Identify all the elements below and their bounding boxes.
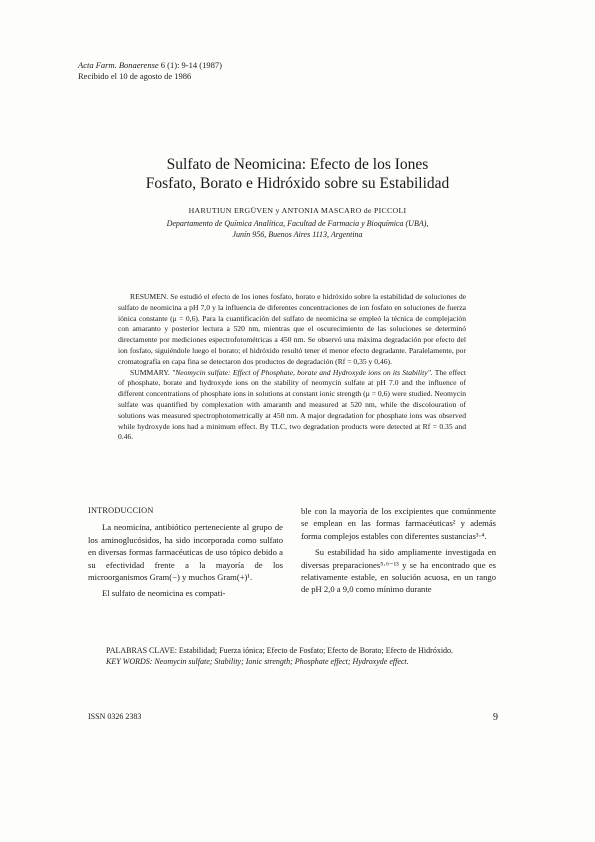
keywords-english: KEY WORDS: Neomycin sulfate; Stability; Ionic strength; Phosphate effect; Hydroxyde effect. [106, 657, 409, 666]
summary [118, 368, 466, 444]
journal-name: Acta Farm. Bonaerense [78, 60, 159, 70]
journal-header [78, 60, 222, 82]
left-column [88, 505, 283, 600]
intro-paragraph-1: La neomicina, antibiótico perteneciente al grupo de los aminoglucósidos, ha sido incorporada como sulfato en diversas formas farmacéuticas de uso tópico debido a su efectividad frente a la mayoría de los microorganismos Gram(−) y muchos Gram(+)¹. [88, 522, 283, 583]
affiliation-line-1: Departamento de Química Analítica, Facultad de Farmacia y Bioquímica (UBA), [166, 219, 429, 228]
keywords [106, 645, 486, 667]
right-column [301, 505, 496, 596]
affiliation [0, 219, 595, 240]
title-line-2: Fosfato, Borato e Hidróxido sobre su Estabilidad [145, 175, 450, 192]
intro-paragraph-2: El sulfato de neomicina es compati- [102, 588, 226, 599]
received-date: Recibido el 10 de agosto de 1986 [78, 71, 192, 81]
section-heading-introduccion: INTRODUCCION [88, 506, 154, 515]
affiliation-line-2: Junín 956, Buenos Aires 1113, Argentina [232, 229, 363, 239]
right-paragraph-2: Su estabilidad ha sido ampliamente investigada en diversas preparaciones⁵·⁶⁻¹³ y se ha encontrado que es relativamente estable, en solución acuosa, en un rango de pH 2,0 a 9,0 como mínimo durante [301, 547, 496, 595]
citation: 6 (1): 9-14 (1987) [158, 60, 222, 70]
title-block [0, 155, 595, 240]
title-line-1: Sulfato de Neomicina: Efecto de los Iones [166, 156, 429, 173]
keywords-spanish: PALABRAS CLAVE: Estabilidad; Fuerza iónica; Efecto de Fosfato; Efecto de Borato; Efecto de Hidróxido. [106, 646, 454, 655]
abstract [118, 292, 466, 443]
right-paragraph-1: ble con la mayoría de los excipientes que comúnmente se emplean en las formas farmacéuticas² y además forma complejos estables con diferentes sustancias³·⁴. [301, 506, 496, 541]
summary-label: SUMMARY. [130, 367, 172, 377]
summary-title: "Neomycin sulfate: Effect of Phosphate, borate and Hydroxyde ions on its Stability". [172, 367, 433, 377]
paper-title [0, 155, 595, 193]
page-number: 9 [493, 712, 498, 723]
summary-body: The effect of phosphate, borate and hydroxyde ions on the stability of neomycin sulfate at pH 7.0 and the influence of different concentrations of phosphate ions in solutions at constant ionic strength (μ = 0,6) were studied. Neomycin sulfate was quantified by complexation with amaranth and measured at 520 nm, while the discolouration of solutions was measured spectrophotometrically at 450 nm. A major degradation for phosphate ions was observed while hydroxyde ions had a minimum effect. By TLC, two degradation products were detected at Rf = 0.35 and 0.46. [118, 367, 466, 442]
issn: ISSN 0326 2383 [88, 712, 142, 721]
resumen: RESUMEN. Se estudió el efecto de los iones fosfato, borato e hidróxido sobre la estabilidad de soluciones de sulfato de neomicina a pH 7,0 y la influencia de diferentes concentraciones de ion fosfato en soluciones de fuerza iónica constante (μ = 0,6). Para la cuantificación del sulfato de neomicina se empleó la técnica de complejación con amaranto y posterior lectura a 520 nm, mientras que el oscurecimiento de las soluciones se determinó directamente por mediciones espectrofotométricas a 450 nm. Se observó una máxima degradación por efecto del ion fosfato, siguiéndole luego el borato; el hidróxido resultó tener el menor efecto degradante. Paralelamente, por cromatografía en capa fina se detectaron dos productos de degradación (Rf = 0,35 y 0,46). [118, 292, 466, 366]
citation-line [78, 60, 222, 71]
authors: HARUTIUN ERGÜVEN y ANTONIA MASCARO de PICCOLI [188, 206, 407, 215]
